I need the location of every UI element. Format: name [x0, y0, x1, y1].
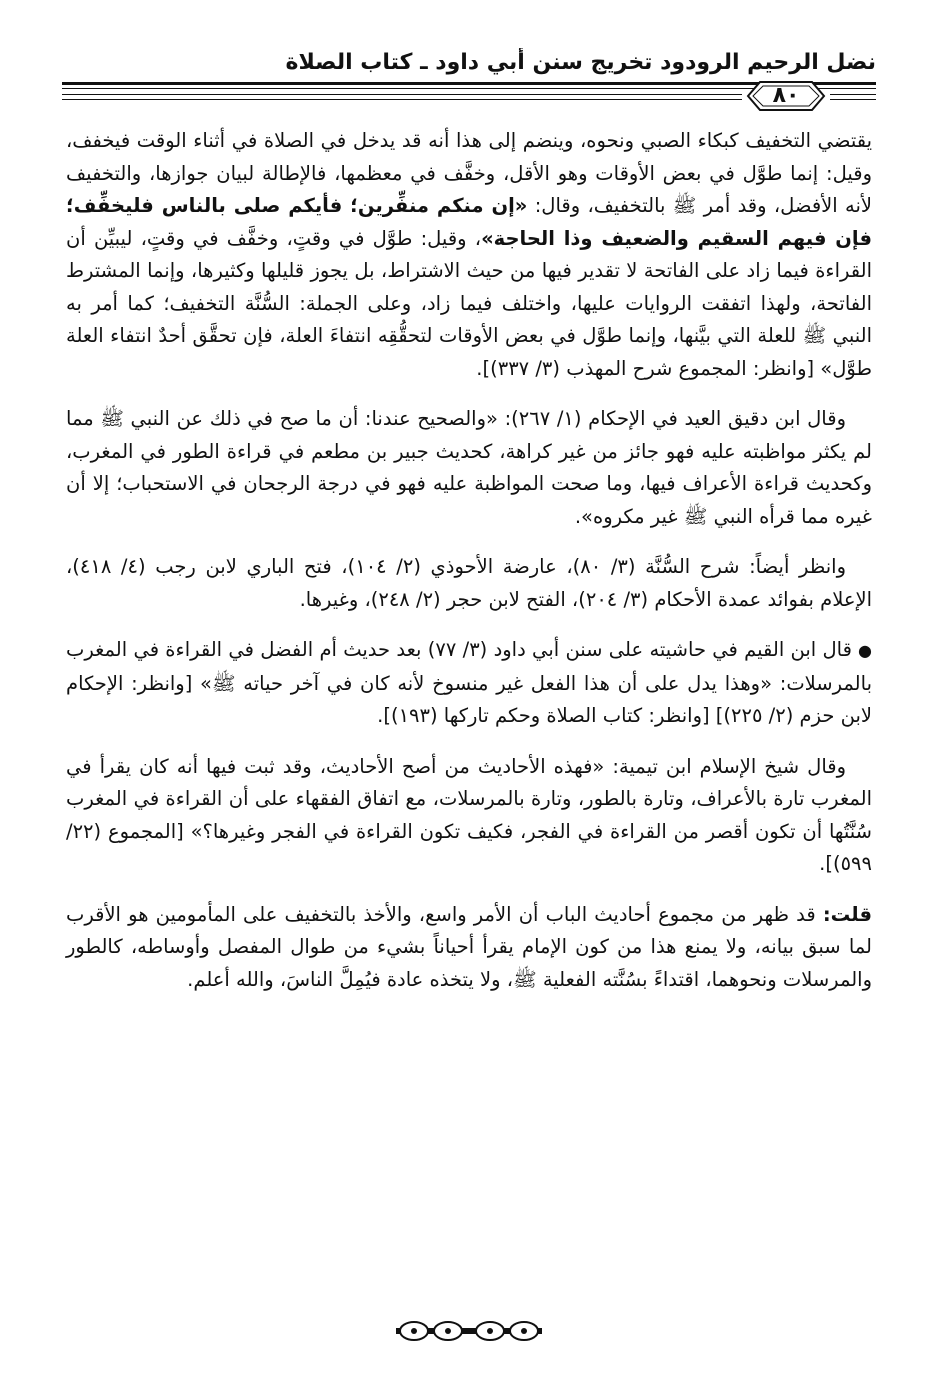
paragraph-text: وقال شيخ الإسلام ابن تيمية: «فهذه الأحاديث من أصح الأحاديث، وقد ثبت فيها أنه كان يقرأ في المغرب تارة بالأعراف، وتارة بالطور، وتارة بالمرسلات، مع اتفاق الفقهاء على أن القراءة في المغرب سُنَّتُها أن تكون أقصر من القراءة في الفجر، فكيف تكون القراءة في الفجر وغيرها؟» [المجموع (٢٢/ ٥٩٩)].: [66, 754, 872, 875]
paragraph-text: قد ظهر من مجموع أحاديث الباب أن الأمر واسع، والأخذ بالتخفيف على المأمومين هو الأقرب لما سبق بيانه، ولا يمنع هذا من كون الإمام يقرأ أحياناً بشيء من طوال المفصل وأوساطه، كالطور والمرسلات ونحوهما، اقتداءً بسُنَّته الفعلية ﷺ، ولا يتخذه عادة فيُمِلَّ الناسَ، والله أعلم.: [66, 902, 872, 991]
paragraph-text: ، وقيل: طوَّل في وقتٍ، وخفَّف في وقتٍ، ليبيِّن أن القراءة فيما زاد على الفاتحة لا تقدير فيها من حيث الاشتراط، بل يجوز قليلها وكثيرها، وإنما المشترط الفاتحة، ولهذا اتفقت الروايات عليها، واختلف فيما زاد، وعلى الجملة: السُّنَّة التخفيف؛ كما أمر به النبي ﷺ للعلة التي بيَّنها، وإنما طوَّل في بعض الأوقات لتحقُّقِه انتفاءَ العلة، فإن تحقَّق أحدٌ انتفاء العلة طوَّل» [وانظر: المجموع شرح المهذب (٣/ ٣٣٧)].: [66, 226, 872, 380]
bullet-icon: ●: [857, 641, 872, 660]
page-number-rule-right: [830, 94, 876, 100]
end-ornament-icon: [396, 1320, 542, 1342]
paragraph-text: وانظر أيضاً: شرح السُّنَّة (٣/ ٨٠)، عارضة الأحوذي (٢/ ١٠٤)، فتح الباري لابن رجب (٤/ ٤١٨)، الإعلام بفوائد عمدة الأحكام (٣/ ٢٠٤)، الفتح لابن حجر (٢/ ٢٤٨)، وغيرها.: [66, 555, 872, 611]
paragraph-text: قال ابن القيم في حاشيته على سنن أبي داود (٣/ ٧٧) بعد حديث أم الفضل في القراءة في المغرب بالمرسلات: «وهذا يدل على أن هذا الفعل غير منسوخ لأنه كان في آخر حياته ﷺ» [وانظر: الإحكام لابن حزم (٢/ ٢٢٥)] [وانظر: كتاب الصلاة وحكم تاركها (١٩٣)].: [66, 638, 872, 727]
emphasized-text: «إن منكم منفِّرين؛ فأيكم صلى بالناس فليخفِّف؛ فإن فيهم السقيم والضعيف وذا الحاجة»: [66, 194, 872, 250]
paragraph: [66, 403, 872, 533]
emphasized-text: قلت:: [822, 902, 872, 926]
page-number: ٨٠: [772, 83, 800, 108]
paragraph: [66, 751, 872, 881]
paragraph-text: وقال ابن دقيق العيد في الإحكام (١/ ٢٦٧): «والصحيح عندنا: أن ما صح في ذلك عن النبي ﷺ مما لم يكثر مواظبته عليه فهو جائز من غير كراهة، كحديث جبير بن مطعم في قراءة الطور في المغرب، وكحديث قراءة الأعراف فيها، وما صحت المواظبة عليه فهو في درجة الرجحان في الاستحباب؛ إلا أن غيره مما قرأه النبي ﷺ غير مكروه».: [66, 407, 872, 528]
paragraph: [66, 899, 872, 997]
paragraph: [66, 551, 872, 616]
paragraph: [66, 634, 872, 733]
paragraph-text: يقتضي التخفيف كبكاء الصبي ونحوه، وينضم إلى هذا أنه قد يدخل في الصلاة في أثناء الوقت فيخفف، وقيل: إنما طوَّل في بعض الأوقات وهو الأقل، وخفَّف في معظمها، فالإطالة لبيان جوازها، والتخفيف لأنه الأفضل، وقد أمر ﷺ بالتخفيف، وقال:: [66, 129, 873, 217]
page-number-frame: [742, 78, 830, 114]
body-text: [66, 125, 872, 1014]
page-number-rule-left: [62, 94, 742, 100]
running-header-title: نضل الرحيم الرودود تخريج سنن أبي داود ـ كتاب الصلاة: [285, 50, 876, 75]
paragraph: [66, 125, 872, 385]
